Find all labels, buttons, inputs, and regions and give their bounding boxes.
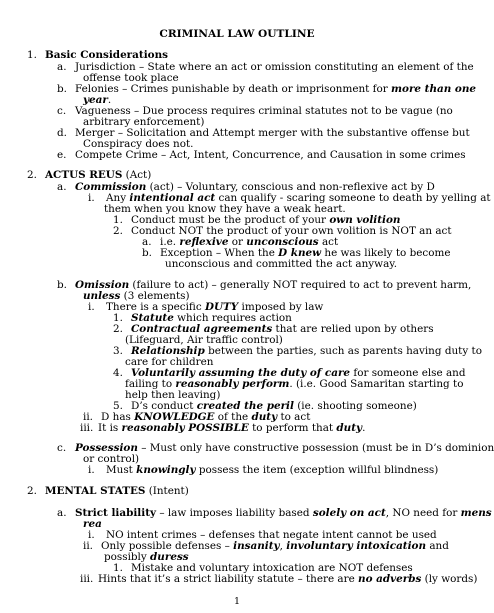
list-marker: ii. xyxy=(83,540,93,552)
text-run: , NO need for xyxy=(385,507,461,519)
text-run: (failure to act) – generally NOT required to act to prevent harm, xyxy=(129,279,472,291)
outline-line xyxy=(165,259,397,270)
text-run: – Must only have constructive possession (must be in D’s dominion xyxy=(137,442,494,454)
text-run: Exception – When the xyxy=(160,247,279,259)
text-run: reasonably perform xyxy=(175,378,290,390)
list-marker: c. xyxy=(57,105,67,117)
list-marker: a. xyxy=(142,236,152,248)
text-run: unconscious and committed the act anyway. xyxy=(165,258,398,270)
text-run: or control) xyxy=(83,453,140,465)
text-run: act xyxy=(318,236,339,248)
list-marker: 1. xyxy=(27,49,37,61)
list-marker: c. xyxy=(57,442,67,454)
text-run: . xyxy=(362,422,366,434)
text-run: which requires action xyxy=(173,312,292,324)
text-run: unconscious xyxy=(246,236,319,248)
text-run: mens xyxy=(460,507,492,519)
text-run: duty xyxy=(336,422,363,434)
text-run: . xyxy=(107,94,112,106)
list-marker: a. xyxy=(57,507,67,519)
text-run: KNOWLEDGE xyxy=(134,411,215,423)
text-run: Commission xyxy=(75,181,147,193)
outline-line xyxy=(27,170,151,181)
text-run: (Lifeguard, Air traffic control) xyxy=(125,334,283,346)
text-run: Omission xyxy=(75,279,130,291)
text-run: – law imposes liability based xyxy=(156,507,313,519)
list-marker: 2. xyxy=(113,225,123,237)
text-run: that are relied upon by others xyxy=(272,323,434,335)
text-run: solely on act xyxy=(312,507,386,519)
text-run: Strict liability xyxy=(75,507,157,519)
text-run: Voluntarily assuming the duty of care xyxy=(131,367,351,379)
text-run: help then leaving) xyxy=(125,389,221,401)
text-run: (Intent) xyxy=(145,485,189,497)
list-marker: 2. xyxy=(27,485,37,497)
list-marker: iii. xyxy=(80,422,94,434)
text-run: D knew xyxy=(278,247,322,259)
text-run: possess the item (exception willful blindness) xyxy=(195,464,439,476)
text-run: D has xyxy=(101,411,135,423)
text-run: duty xyxy=(251,411,278,423)
document-title xyxy=(0,29,474,40)
text-run: can qualify - scaring someone to death by yelling at xyxy=(215,192,491,204)
text-run: Compete Crime – Act, Intent, Concurrence, and Causation in some crimes xyxy=(75,149,466,161)
list-marker: 1. xyxy=(113,312,123,324)
text-run: no adverbs xyxy=(358,573,422,585)
text-run: Basic Considerations xyxy=(45,49,168,61)
text-run: reasonably POSSIBLE xyxy=(121,422,249,434)
text-run: NO intent crimes – defenses that negate intent cannot be used xyxy=(106,529,437,541)
text-run: of the xyxy=(214,411,252,423)
text-run: imposed by law xyxy=(238,301,324,313)
list-marker: 4. xyxy=(113,367,123,379)
text-run: to perform that xyxy=(248,422,337,434)
text-run: (ie. shooting someone) xyxy=(293,400,417,412)
text-run: ACTUS REUS xyxy=(45,169,123,181)
text-run: There is a specific xyxy=(106,301,205,313)
text-run: unless xyxy=(83,290,121,302)
text-run: between the parties, such as parents having duty to xyxy=(204,345,482,357)
text-run: Jurisdiction – State where an act or omission constituting an element of the xyxy=(75,61,474,73)
text-run: D’s conduct xyxy=(131,400,197,412)
text-run: and xyxy=(426,540,449,552)
list-marker: 2. xyxy=(113,323,123,335)
text-run: i.e. xyxy=(160,236,180,248)
text-run: . (i.e. Good Samaritan starting to xyxy=(289,378,464,390)
text-run: CRIMINAL LAW OUTLINE xyxy=(159,28,315,40)
list-marker: i. xyxy=(88,192,95,204)
text-run: Conspiracy does not. xyxy=(83,138,194,150)
text-run: involuntary intoxication xyxy=(286,540,427,552)
list-marker: 5. xyxy=(113,400,123,412)
list-marker: b. xyxy=(142,247,152,259)
text-run: Mistake and voluntary intoxication are NOT defenses xyxy=(131,562,413,574)
outline-line xyxy=(57,508,492,519)
text-run: offense took place xyxy=(83,72,179,84)
list-marker: b. xyxy=(57,83,67,95)
text-run: Relationship xyxy=(131,345,205,357)
text-run: Contractual agreements xyxy=(131,323,273,335)
outline-line xyxy=(80,574,477,585)
text-run: insanity xyxy=(233,540,280,552)
text-run: It is xyxy=(98,422,122,434)
text-run: Conduct NOT the product of your own volition is NOT an act xyxy=(131,225,452,237)
list-marker: a. xyxy=(57,181,67,193)
text-run: (3 elements) xyxy=(120,290,190,302)
text-run: care for children xyxy=(125,356,214,368)
text-run: intentional act xyxy=(129,192,216,204)
text-run: own volition xyxy=(329,214,401,226)
text-run: to act xyxy=(277,411,311,423)
page-number: 1 xyxy=(233,596,241,607)
outline-line xyxy=(88,465,438,476)
text-run: arbitrary enforcement) xyxy=(83,116,205,128)
text-run: knowingly xyxy=(136,464,196,476)
list-marker: ii. xyxy=(83,411,93,423)
outline-line xyxy=(27,50,168,61)
text-run: Only possible defenses – xyxy=(101,540,234,552)
text-run: rea xyxy=(83,518,102,530)
text-run: Merger – Solicitation and Attempt merger with the substantive offense but xyxy=(75,127,470,139)
text-run: he was likely to become xyxy=(321,247,451,259)
text-run: Hints that it’s a strict liability statute – there are xyxy=(98,573,359,585)
text-run: Vagueness – Due process requires criminal statutes not to be vague (no xyxy=(75,105,453,117)
text-run: possibly xyxy=(104,551,151,563)
list-marker: i. xyxy=(88,301,95,313)
list-marker: 1. xyxy=(113,562,123,574)
list-marker: 1. xyxy=(113,214,123,226)
list-marker: d. xyxy=(57,127,67,139)
list-marker: b. xyxy=(57,279,67,291)
list-marker: 3. xyxy=(113,345,123,357)
text-run: more than one xyxy=(391,83,476,95)
text-run: Felonies – Crimes punishable by death or imprisonment for xyxy=(75,83,392,95)
text-run: for someone else and xyxy=(350,367,466,379)
list-marker: i. xyxy=(88,464,95,476)
text-run: year xyxy=(83,94,108,106)
text-run: Possession xyxy=(75,442,138,454)
list-marker: e. xyxy=(57,149,67,161)
outline-line xyxy=(57,150,466,161)
text-run: Conduct must be the product of your xyxy=(131,214,330,226)
list-marker: i. xyxy=(88,529,95,541)
text-run: (Act) xyxy=(122,169,152,181)
text-run: (act) – Voluntary, conscious and non-reflexive act by D xyxy=(146,181,435,193)
text-run: DUTY xyxy=(204,301,239,313)
outline-line xyxy=(57,84,476,95)
text-run: created the peril xyxy=(196,400,294,412)
text-run: duress xyxy=(150,551,189,563)
outline-line xyxy=(80,423,365,434)
text-run: Must xyxy=(106,464,137,476)
list-marker: iii. xyxy=(80,573,94,585)
list-marker: a. xyxy=(57,61,67,73)
text-run: Any xyxy=(106,192,130,204)
outline-line xyxy=(27,486,189,497)
text-run: reflexive xyxy=(179,236,229,248)
text-run: MENTAL STATES xyxy=(45,485,146,497)
text-run: failing to xyxy=(125,378,176,390)
text-run: (ly words) xyxy=(421,573,478,585)
text-run: Statute xyxy=(131,312,174,324)
text-run: , xyxy=(279,540,287,552)
text-run: or xyxy=(228,236,247,248)
list-marker: 2. xyxy=(27,169,37,181)
text-run: them when you know they have a weak heart. xyxy=(104,203,346,215)
